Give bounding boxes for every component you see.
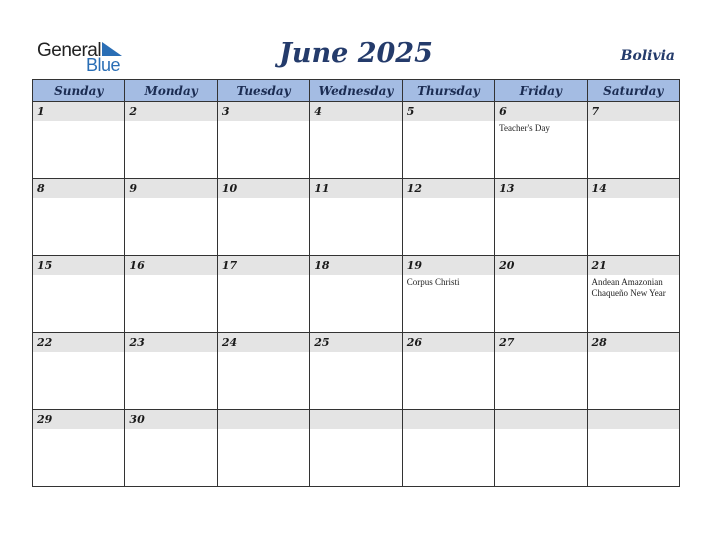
day-number: 2 xyxy=(125,102,216,121)
day-cell xyxy=(495,102,587,179)
holiday-label: Teacher's Day xyxy=(499,123,550,133)
day-number: 1 xyxy=(33,102,124,121)
day-cell xyxy=(495,410,587,487)
day-cell xyxy=(310,102,402,179)
weekday-saturday: Saturday xyxy=(587,80,679,102)
day-number: 10 xyxy=(218,179,309,198)
calendar-title: June 2025 xyxy=(279,38,433,69)
weekday-tuesday: Tuesday xyxy=(217,80,309,102)
day-cell xyxy=(33,410,125,487)
day-cell xyxy=(587,333,679,410)
day-cell xyxy=(33,333,125,410)
logo-word-blue: Blue xyxy=(86,55,121,75)
day-cell xyxy=(125,410,217,487)
day-cell xyxy=(125,179,217,256)
day-number: 3 xyxy=(218,102,309,121)
day-cell xyxy=(402,179,494,256)
week-row xyxy=(33,179,680,256)
calendar-body xyxy=(33,102,680,487)
day-number: 19 xyxy=(403,256,494,275)
day-number xyxy=(495,410,586,429)
day-cell xyxy=(125,102,217,179)
day-cell xyxy=(33,102,125,179)
day-number: 22 xyxy=(33,333,124,352)
day-number: 14 xyxy=(588,179,679,198)
weekday-friday: Friday xyxy=(495,80,587,102)
day-cell xyxy=(33,256,125,333)
day-number: 27 xyxy=(495,333,586,352)
day-number: 26 xyxy=(403,333,494,352)
day-cell xyxy=(217,179,309,256)
country-label: Bolivia xyxy=(620,48,675,64)
day-cell xyxy=(217,410,309,487)
day-number: 20 xyxy=(495,256,586,275)
day-number xyxy=(588,410,679,429)
day-number: 11 xyxy=(310,179,401,198)
day-number: 24 xyxy=(218,333,309,352)
day-cell xyxy=(33,179,125,256)
day-number: 8 xyxy=(33,179,124,198)
day-cell xyxy=(587,102,679,179)
day-number: 30 xyxy=(125,410,216,429)
day-number: 29 xyxy=(33,410,124,429)
weekday-sunday: Sunday xyxy=(33,80,125,102)
day-number: 13 xyxy=(495,179,586,198)
logo-word-general: General xyxy=(37,40,102,61)
day-number: 28 xyxy=(588,333,679,352)
day-cell xyxy=(217,102,309,179)
day-cell xyxy=(125,256,217,333)
day-number: 21 xyxy=(588,256,679,275)
day-number: 18 xyxy=(310,256,401,275)
calendar-grid xyxy=(32,79,680,487)
day-cell xyxy=(402,333,494,410)
day-cell xyxy=(217,256,309,333)
day-cell xyxy=(402,256,494,333)
day-cell xyxy=(587,256,679,333)
weekday-header-row xyxy=(33,80,680,102)
day-cell xyxy=(495,333,587,410)
day-number: 16 xyxy=(125,256,216,275)
weekday-thursday: Thursday xyxy=(402,80,494,102)
day-cell xyxy=(587,179,679,256)
week-row xyxy=(33,102,680,179)
day-number: 7 xyxy=(588,102,679,121)
day-number: 4 xyxy=(310,102,401,121)
day-cell xyxy=(310,333,402,410)
weekday-wednesday: Wednesday xyxy=(310,80,402,102)
day-cell xyxy=(495,179,587,256)
day-number: 25 xyxy=(310,333,401,352)
day-cell xyxy=(217,333,309,410)
week-row xyxy=(33,256,680,333)
day-number: 6 xyxy=(495,102,586,121)
day-number: 12 xyxy=(403,179,494,198)
day-number: 23 xyxy=(125,333,216,352)
day-number xyxy=(310,410,401,429)
day-cell xyxy=(587,410,679,487)
day-cell xyxy=(402,410,494,487)
day-cell xyxy=(125,333,217,410)
day-number: 17 xyxy=(218,256,309,275)
holiday-label: Corpus Christi xyxy=(406,277,460,287)
day-cell xyxy=(310,179,402,256)
week-row xyxy=(33,333,680,410)
day-number: 9 xyxy=(125,179,216,198)
day-cell xyxy=(495,256,587,333)
day-cell xyxy=(310,410,402,487)
weekday-monday: Monday xyxy=(125,80,217,102)
holiday-label: Andean Amazonian Chaqueño New Year xyxy=(591,277,666,298)
day-number xyxy=(218,410,309,429)
day-cell xyxy=(402,102,494,179)
day-cell xyxy=(310,256,402,333)
day-number xyxy=(403,410,494,429)
day-number: 15 xyxy=(33,256,124,275)
day-number: 5 xyxy=(403,102,494,121)
week-row xyxy=(33,410,680,487)
